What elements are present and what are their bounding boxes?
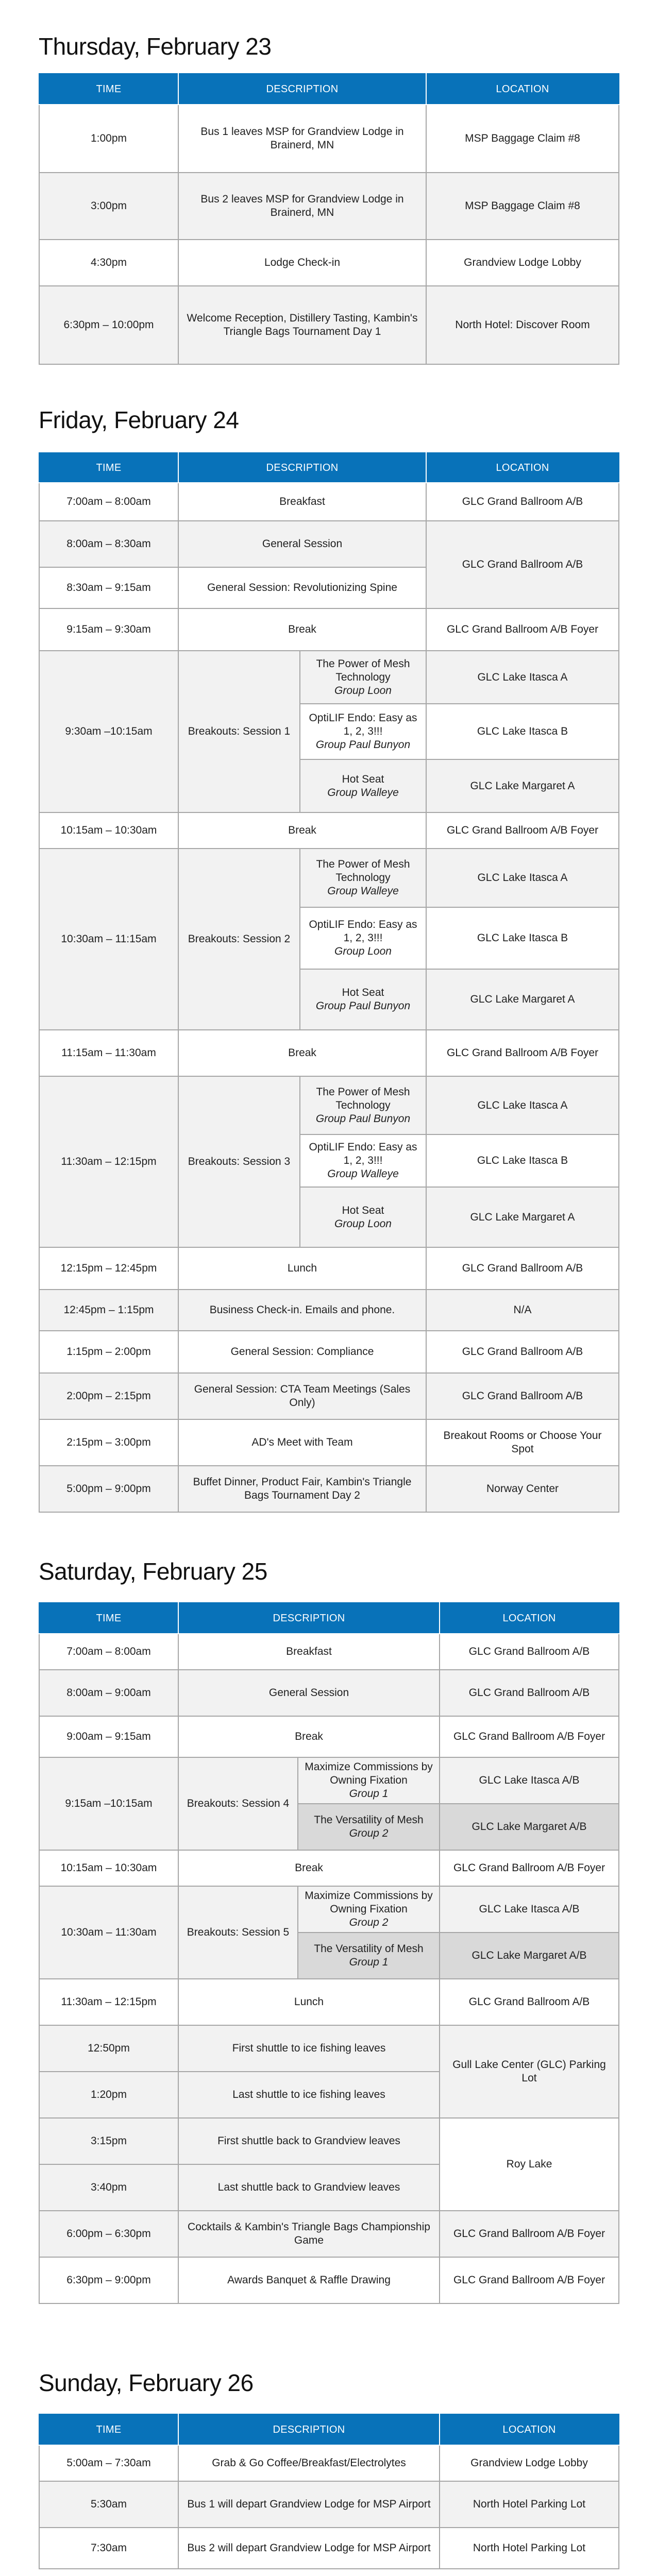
day-friday (39, 404, 618, 1501)
table-row (39, 1290, 619, 1331)
breakout-group: Group Loon (334, 1217, 392, 1230)
description-cell: General Session (178, 521, 426, 567)
breakout-cell (300, 969, 426, 1030)
location-cell: GLC Lake Itasca B (426, 704, 619, 759)
description-cell: Last shuttle to ice fishing leaves (178, 2072, 440, 2118)
day-heading: Saturday, February 25 (39, 1558, 267, 1585)
description-cell: Break (178, 1850, 440, 1886)
description-cell: Business Check-in. Emails and phone. (178, 1290, 426, 1331)
session-label: Breakouts: Session 3 (178, 1076, 300, 1247)
location-cell: GLC Lake Itasca A (426, 1076, 619, 1134)
time-cell: 11:15am – 11:30am (39, 1030, 178, 1076)
location-cell: GLC Lake Itasca A/B (440, 1886, 619, 1933)
location-cell: GLC Lake Margaret A (426, 759, 619, 812)
time-cell: 10:30am – 11:15am (39, 849, 178, 1030)
time-cell: 3:00pm (39, 173, 178, 240)
location-cell: GLC Lake Itasca B (426, 1134, 619, 1187)
breakout-title: Hot Seat (342, 773, 384, 785)
col-header-description: DESCRIPTION (178, 2414, 440, 2445)
day-heading: Thursday, February 23 (39, 33, 272, 60)
time-cell: 12:45pm – 1:15pm (39, 1290, 178, 1331)
session-label: Breakouts: Session 5 (178, 1886, 298, 1979)
description-cell: Break (178, 812, 426, 849)
description-cell: General Session: Revolutionizing Spine (178, 567, 426, 608)
breakout-group: Group 1 (349, 1956, 389, 1968)
breakout-title: The Power of Mesh Technology (316, 1086, 410, 1111)
table-row (39, 173, 619, 240)
location-cell: GLC Lake Margaret A (426, 1187, 619, 1247)
breakout-group: Group Paul Bunyon (315, 1000, 411, 1012)
table-row (39, 1886, 619, 1933)
location-cell: Norway Center (426, 1466, 619, 1512)
time-cell: 12:50pm (39, 2025, 178, 2072)
table-header-row (39, 1603, 619, 1634)
time-cell: 11:30am – 12:15pm (39, 1979, 178, 2025)
location-cell: GLC Grand Ballroom A/B (426, 521, 619, 608)
session-label: Breakouts: Session 2 (178, 849, 300, 1030)
time-cell: 7:30am (39, 2528, 178, 2569)
day-heading: Friday, February 24 (39, 406, 239, 433)
table-row (39, 1419, 619, 1466)
location-cell: GLC Grand Ballroom A/B (426, 1373, 619, 1419)
table-row (39, 521, 619, 567)
day-heading: Sunday, February 26 (39, 2369, 254, 2396)
col-header-description: DESCRIPTION (178, 74, 426, 105)
time-cell: 7:00am – 8:00am (39, 1634, 178, 1670)
table-row (39, 1716, 619, 1757)
description-cell: General Session: Compliance (178, 1331, 426, 1373)
location-cell: Grandview Lodge Lobby (426, 240, 619, 286)
location-cell: Breakout Rooms or Choose Your Spot (426, 1419, 619, 1466)
description-cell: Bus 1 will depart Grandview Lodge for MSP Airport (178, 2481, 440, 2528)
table-header-row (39, 74, 619, 105)
time-cell: 5:30am (39, 2481, 178, 2528)
table-row (39, 849, 619, 907)
breakout-title: The Power of Mesh Technology (316, 858, 410, 884)
description-cell: Break (178, 1716, 440, 1757)
col-header-time: TIME (39, 453, 178, 483)
table-header-row (39, 453, 619, 483)
table-row (39, 2481, 619, 2528)
col-header-location: LOCATION (426, 453, 619, 483)
breakout-cell (300, 704, 426, 759)
location-cell: GLC Grand Ballroom A/B Foyer (440, 2211, 619, 2257)
description-cell: Lodge Check-in (178, 240, 426, 286)
day-saturday (39, 1556, 618, 2286)
location-cell: GLC Grand Ballroom A/B Foyer (426, 608, 619, 651)
location-cell: North Hotel Parking Lot (440, 2528, 619, 2569)
time-cell: 9:15am –10:15am (39, 1757, 178, 1850)
day-thursday (39, 31, 618, 337)
breakout-group: Group 2 (349, 1827, 389, 1839)
location-cell: GLC Grand Ballroom A/B (440, 1979, 619, 2025)
time-cell: 1:15pm – 2:00pm (39, 1331, 178, 1373)
location-cell: GLC Grand Ballroom A/B Foyer (426, 1030, 619, 1076)
time-cell: 9:30am –10:15am (39, 651, 178, 812)
description-cell: First shuttle to ice fishing leaves (178, 2025, 440, 2072)
description-cell: General Session (178, 1670, 440, 1716)
breakout-title: Hot Seat (342, 987, 384, 998)
session-label: Breakouts: Session 4 (178, 1757, 298, 1850)
breakout-cell (298, 1757, 440, 1804)
time-cell: 3:40pm (39, 2164, 178, 2211)
breakout-group: Group 2 (349, 1917, 389, 1928)
description-cell: Cocktails & Kambin's Triangle Bags Championship Game (178, 2211, 440, 2257)
table-row (39, 286, 619, 364)
breakout-title: OptiLIF Endo: Easy as 1, 2, 3!!! (309, 712, 417, 737)
breakout-cell (300, 849, 426, 907)
location-cell: North Hotel Parking Lot (440, 2481, 619, 2528)
breakout-group: Group Paul Bunyon (315, 739, 411, 751)
table-row (39, 483, 619, 521)
description-cell: Bus 1 leaves MSP for Grandview Lodge in Brainerd, MN (178, 105, 426, 173)
breakout-title: The Versatility of Mesh (314, 1814, 424, 1826)
table-row (39, 1979, 619, 2025)
time-cell: 9:00am – 9:15am (39, 1716, 178, 1757)
table-row (39, 2445, 619, 2481)
table-row (39, 2025, 619, 2072)
table-row (39, 1757, 619, 1804)
breakout-group: Group Walleye (327, 1168, 399, 1180)
table-row (39, 608, 619, 651)
table-row (39, 240, 619, 286)
breakout-cell (300, 907, 426, 969)
breakout-group: Group Loon (334, 684, 392, 697)
table-row (39, 2257, 619, 2303)
description-cell: Breakfast (178, 483, 426, 521)
breakout-cell (300, 1134, 426, 1187)
breakout-cell (300, 1187, 426, 1247)
time-cell: 5:00am – 7:30am (39, 2445, 178, 2481)
time-cell: 6:30pm – 9:00pm (39, 2257, 178, 2303)
breakout-title: OptiLIF Endo: Easy as 1, 2, 3!!! (309, 919, 417, 944)
description-cell: AD's Meet with Team (178, 1419, 426, 1466)
schedule-table (39, 452, 619, 1513)
time-cell: 8:30am – 9:15am (39, 567, 178, 608)
location-cell: GLC Grand Ballroom A/B (440, 1634, 619, 1670)
location-cell: GLC Grand Ballroom A/B (426, 1247, 619, 1290)
schedule-table (39, 2414, 619, 2569)
schedule-table (39, 1602, 619, 2304)
time-cell: 1:00pm (39, 105, 178, 173)
breakout-title: Maximize Commissions by Owning Fixation (305, 1890, 433, 1915)
time-cell: 4:30pm (39, 240, 178, 286)
table-row (39, 1373, 619, 1419)
location-cell: Grandview Lodge Lobby (440, 2445, 619, 2481)
col-header-location: LOCATION (426, 74, 619, 105)
time-cell: 9:15am – 9:30am (39, 608, 178, 651)
time-cell: 12:15pm – 12:45pm (39, 1247, 178, 1290)
breakout-group: Group 1 (349, 1788, 389, 1800)
description-cell: Lunch (178, 1247, 426, 1290)
description-cell: Welcome Reception, Distillery Tasting, Kambin's Triangle Bags Tournament Day 1 (178, 286, 426, 364)
location-cell: GLC Lake Itasca A/B (440, 1757, 619, 1804)
table-row (39, 651, 619, 704)
day-sunday (39, 2367, 618, 2554)
location-cell: GLC Lake Margaret A (426, 969, 619, 1030)
col-header-description: DESCRIPTION (178, 453, 426, 483)
time-cell: 10:15am – 10:30am (39, 812, 178, 849)
table-row (39, 1030, 619, 1076)
time-cell: 10:15am – 10:30am (39, 1850, 178, 1886)
table-row (39, 2118, 619, 2164)
location-cell: MSP Baggage Claim #8 (426, 173, 619, 240)
location-cell: GLC Grand Ballroom A/B Foyer (440, 2257, 619, 2303)
table-row (39, 1331, 619, 1373)
time-cell: 11:30am – 12:15pm (39, 1076, 178, 1247)
time-cell: 6:00pm – 6:30pm (39, 2211, 178, 2257)
table-row (39, 105, 619, 173)
time-cell: 8:00am – 8:30am (39, 521, 178, 567)
breakout-cell (298, 1933, 440, 1979)
breakout-group: Group Loon (334, 945, 392, 957)
breakout-group: Group Walleye (327, 786, 399, 799)
time-cell: 8:00am – 9:00am (39, 1670, 178, 1716)
location-cell: GLC Grand Ballroom A/B Foyer (440, 1850, 619, 1886)
location-cell: GLC Lake Itasca A (426, 651, 619, 704)
location-cell: GLC Grand Ballroom A/B (426, 1331, 619, 1373)
location-cell: MSP Baggage Claim #8 (426, 105, 619, 173)
time-cell: 10:30am – 11:30am (39, 1886, 178, 1979)
breakout-cell (300, 1076, 426, 1134)
location-cell: GLC Grand Ballroom A/B (426, 483, 619, 521)
description-cell: Bus 2 leaves MSP for Grandview Lodge in Brainerd, MN (178, 173, 426, 240)
breakout-group: Group Walleye (327, 885, 399, 897)
description-cell: Break (178, 1030, 426, 1076)
location-cell: N/A (426, 1290, 619, 1331)
breakout-cell (300, 759, 426, 812)
location-cell: GLC Lake Margaret A/B (440, 1933, 619, 1979)
description-cell: Break (178, 608, 426, 651)
col-header-time: TIME (39, 2414, 178, 2445)
time-cell: 1:20pm (39, 2072, 178, 2118)
location-cell: North Hotel: Discover Room (426, 286, 619, 364)
col-header-time: TIME (39, 1603, 178, 1634)
breakout-title: OptiLIF Endo: Easy as 1, 2, 3!!! (309, 1141, 417, 1166)
location-cell: Roy Lake (440, 2118, 619, 2211)
description-cell: Breakfast (178, 1634, 440, 1670)
session-label: Breakouts: Session 1 (178, 651, 300, 812)
description-cell: Lunch (178, 1979, 440, 2025)
time-cell: 2:15pm – 3:00pm (39, 1419, 178, 1466)
table-row (39, 1076, 619, 1134)
table-row (39, 1247, 619, 1290)
col-header-time: TIME (39, 74, 178, 105)
table-row (39, 2211, 619, 2257)
description-cell: Grab & Go Coffee/Breakfast/Electrolytes (178, 2445, 440, 2481)
col-header-location: LOCATION (440, 2414, 619, 2445)
location-cell: GLC Grand Ballroom A/B (440, 1670, 619, 1716)
description-cell: Last shuttle back to Grandview leaves (178, 2164, 440, 2211)
table-row (39, 1670, 619, 1716)
breakout-cell (298, 1886, 440, 1933)
table-header-row (39, 2414, 619, 2445)
time-cell: 5:00pm – 9:00pm (39, 1466, 178, 1512)
description-cell: Awards Banquet & Raffle Drawing (178, 2257, 440, 2303)
breakout-cell (298, 1804, 440, 1850)
breakout-title: Hot Seat (342, 1204, 384, 1216)
location-cell: GLC Lake Itasca B (426, 907, 619, 969)
time-cell: 3:15pm (39, 2118, 178, 2164)
table-row (39, 1466, 619, 1512)
description-cell: General Session: CTA Team Meetings (Sales Only) (178, 1373, 426, 1419)
schedule-table (39, 73, 619, 365)
col-header-description: DESCRIPTION (178, 1603, 440, 1634)
location-cell: GLC Grand Ballroom A/B Foyer (426, 812, 619, 849)
time-cell: 7:00am – 8:00am (39, 483, 178, 521)
description-cell: Buffet Dinner, Product Fair, Kambin's Triangle Bags Tournament Day 2 (178, 1466, 426, 1512)
table-row (39, 1634, 619, 1670)
time-cell: 2:00pm – 2:15pm (39, 1373, 178, 1419)
breakout-title: The Power of Mesh Technology (316, 657, 410, 683)
table-row (39, 1850, 619, 1886)
breakout-title: The Versatility of Mesh (314, 1943, 424, 1955)
time-cell: 6:30pm – 10:00pm (39, 286, 178, 364)
table-row (39, 812, 619, 849)
location-cell: Gull Lake Center (GLC) Parking Lot (440, 2025, 619, 2118)
description-cell: Bus 2 will depart Grandview Lodge for MSP Airport (178, 2528, 440, 2569)
location-cell: GLC Lake Margaret A/B (440, 1804, 619, 1850)
breakout-cell (300, 651, 426, 704)
col-header-location: LOCATION (440, 1603, 619, 1634)
location-cell: GLC Lake Itasca A (426, 849, 619, 907)
breakout-group: Group Paul Bunyon (315, 1112, 411, 1125)
breakout-title: Maximize Commissions by Owning Fixation (305, 1761, 433, 1786)
description-cell: First shuttle back to Grandview leaves (178, 2118, 440, 2164)
table-row (39, 2528, 619, 2569)
location-cell: GLC Grand Ballroom A/B Foyer (440, 1716, 619, 1757)
